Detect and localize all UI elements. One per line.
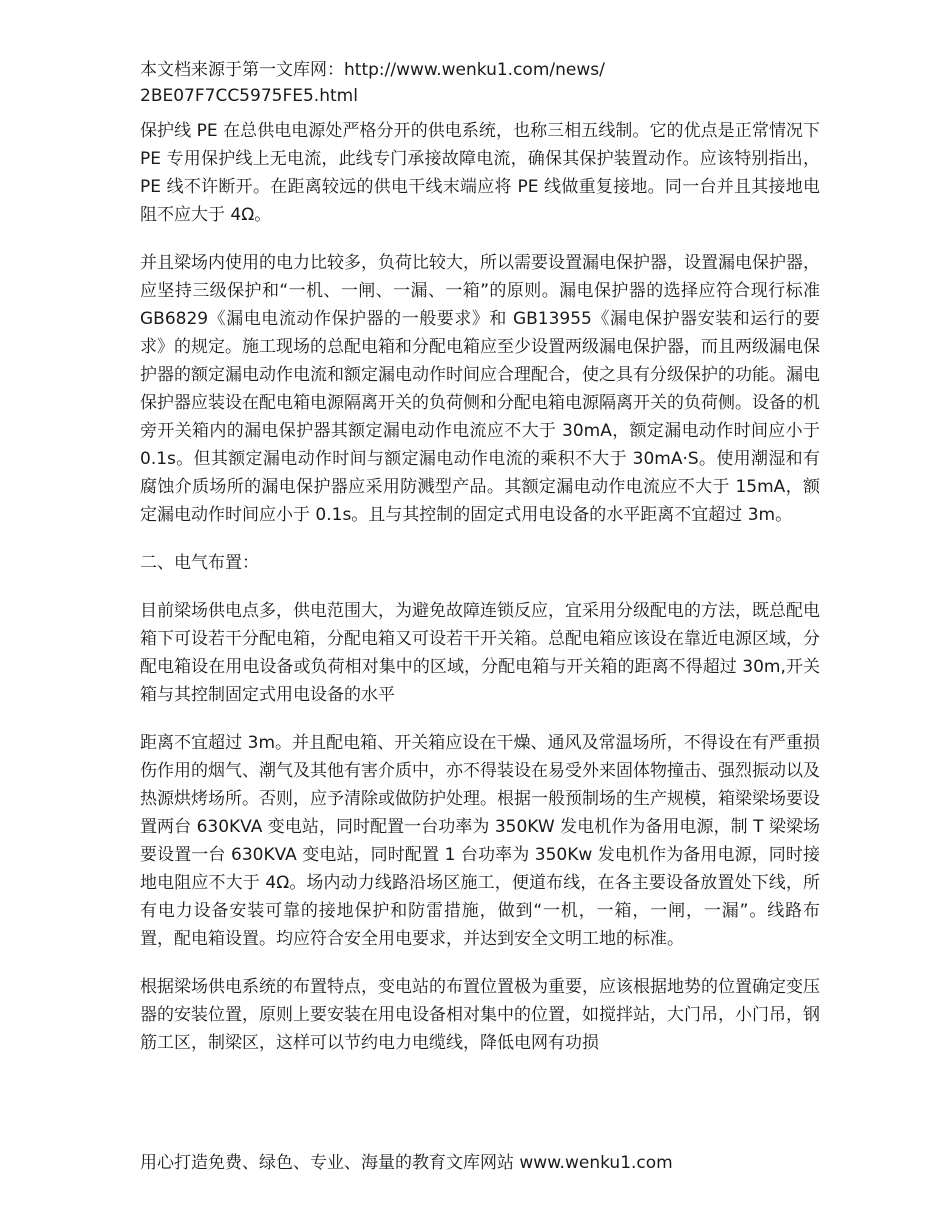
- source-header: [140, 57, 780, 109]
- section-heading-electrical-layout: 二、电气布置：: [140, 553, 259, 573]
- paragraph-substation: 根据梁场供电系统的布置特点，变电站的布置位置极为重要，应该根据地势的位置确定变压器的安装位置，原则上要安装在用电设备相对集中的位置，如搅拌站，大门吊，小门吊，钢筋工区，制梁区，这样可以节约电力电缆线，降低电网有功损: [140, 977, 820, 1053]
- paragraph-pe-line: 保护线 PE 在总供电电源处严格分开的供电系统，也称三相五线制。它的优点是正常情况下 PE 专用保护线上无电流，此线专门承接故障电流，确保其保护装置动作。应该特别指出，PE 线不许断开。在距离较远的供电干线末端应将 PE 线做重复接地。同一台并且其接地电阻不应大于 4Ω。: [140, 121, 820, 225]
- page-footer: 用心打造免费、绿色、专业、海量的教育文库网站 www.wenku1.com: [140, 1153, 673, 1173]
- paragraph-distribution-boxes: 距离不宜超过 3m。并且配电箱、开关箱应设在干燥、通风及常温场所，不得设在有严重损伤作用的烟气、潮气及其他有害介质中，亦不得装设在易受外来固体物撞击、强烈振动以及热源烘烤场所。否则，应予清除或做防护处理。根据一般预制场的生产规模，箱梁梁场要设置两台 630KVA 变电站，同时配置一台功率为 350KW 发电机作为备用电源，制 T 梁梁场要设置一台 630KVA 变电站，同时配置 1 台功率为 350Kw 发电机作为备用电源，同时接地电阻应不大于 4Ω。场内动力线路沿场区施工，便道布线，在各主要设备放置处下线，所有电力设备安装可靠的接地保护和防雷措施，做到“一机，一箱，一闸，一漏”。线路布置，配电箱设置。均应符合安全用电要求，并达到安全文明工地的标准。: [140, 733, 820, 949]
- source-line-2: 2BE07F7CC5975FE5.html: [140, 86, 358, 106]
- document-body: [140, 117, 820, 1057]
- paragraph-distribution: 目前梁场供电点多，供电范围大，为避免故障连锁反应，宜采用分级配电的方法，既总配电箱下可设若干分配电箱，分配电箱又可设若干开关箱。总配电箱应该设在靠近电源区域，分配电箱设在用电设备或负荷相对集中的区域，分配电箱与开关箱的距离不得超过 30m,开关箱与其控制固定式用电设备的水平: [140, 601, 820, 705]
- source-line-1: 本文档来源于第一文库网：http://www.wenku1.com/news/: [140, 60, 605, 80]
- paragraph-leakage-protector: 并且梁场内使用的电力比较多，负荷比较大，所以需要设置漏电保护器，设置漏电保护器，应坚持三级保护和“一机、一闸、一漏、一箱”的原则。漏电保护器的选择应符合现行标准 GB6829《漏电电流动作保护器的一般要求》和 GB13955《漏电保护器安装和运行的要求》的规定。施工现场的总配电箱和分配电箱应至少设置两级漏电保护器，而且两级漏电保护器的额定漏电动作电流和额定漏电动作时间应合理配合，使之具有分级保护的功能。漏电保护器应装设在配电箱电源隔离开关的负荷侧和分配电箱电源隔离开关的负荷侧。设备的机旁开关箱内的漏电保护器其额定漏电动作电流应不大于 30mA，额定漏电动作时间应小于 0.1s。但其额定漏电动作时间与额定漏电动作电流的乘积不大于 30mA·S。使用潮湿和有腐蚀介质场所的漏电保护器应采用防溅型产品。其额定漏电动作电流应不大于 15mA，额定漏电动作时间应小于 0.1s。且与其控制的固定式用电设备的水平距离不宜超过 3m。: [140, 253, 820, 525]
